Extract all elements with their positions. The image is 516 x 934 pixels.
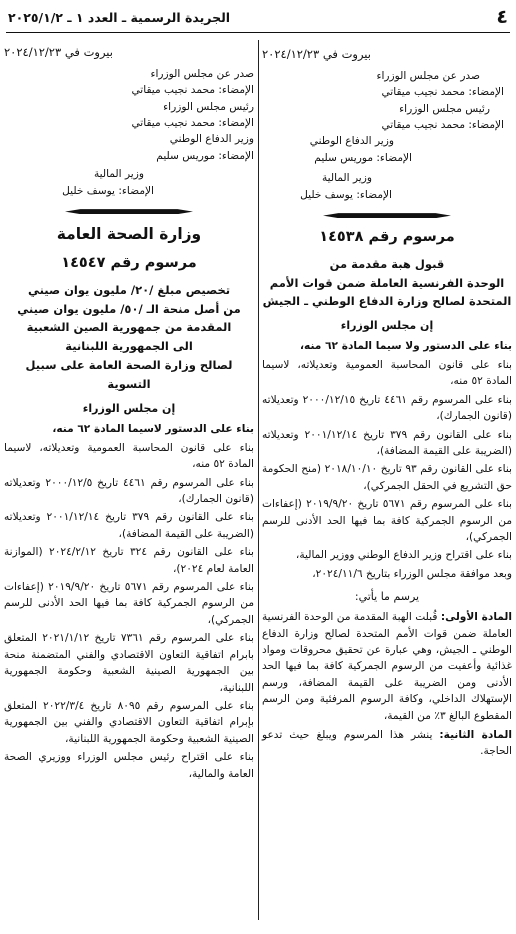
section-separator: [323, 213, 451, 218]
decree-number: مرسوم رقم ١٤٥٣٨: [319, 229, 455, 246]
preamble-paragraph: بناء على قانون المحاسبة العمومية وتعديلاته، لاسيما المادة ٥٢ منه،: [262, 358, 512, 388]
decree-number: مرسوم رقم ١٤٥٤٧: [61, 255, 197, 272]
column-divider: [258, 40, 259, 920]
sig-line: صدر عن مجلس الوزراء: [150, 67, 254, 80]
page-header: [6, 6, 510, 33]
page-number: ٤: [496, 6, 508, 28]
preamble-paragraph: بناء على الدستور ولا سيما المادة ٦٢ منه،: [300, 340, 512, 353]
preamble-paragraph: بناء على المرسوم رقم ٥٦٧١ تاريخ ٢٠١٩/٩/٢٠ (إعفاءات من الرسوم الجمركية كافة بما فيها الحد الأدنى للرسم الجمركي)،: [4, 581, 254, 626]
sig-line: وزير المالية: [93, 168, 144, 181]
preamble-paragraph: بناء على اقتراح وزير الدفاع الوطني ووزير المالية،: [295, 549, 512, 562]
preamble-paragraph: بناء على القانون رقم ٩٣ تاريخ ٢٠١٨/١٠/١٠ (منح الحكومة حق التشريع في الحقل الجمركي)،: [262, 463, 512, 492]
sig-line: وزير الدفاع الوطني: [309, 135, 394, 148]
preamble-paragraph: بناء على المرسوم رقم ٨٠٩٥ تاريخ ٢٠٢٢/٣/٤ المتعلق بإبرام اتفاقية التعاون الاقتصادي والفني بين الجمهورية الصينية الشعبية وحكومة الجمهورية اللبنانية،: [4, 699, 254, 745]
sig-line: الإمضاء: يوسف خليل: [300, 188, 392, 201]
preamble-paragraph: بناء على المرسوم رقم ٤٤٦١ تاريخ ٢٠٠٠/١٢/١٥ وتعديلاته (قانون الجمارك)،: [262, 393, 512, 423]
sig-line: رئيس مجلس الوزراء: [399, 102, 490, 115]
preamble-paragraph: بناء على الدستور لاسيما المادة ٦٢ منه،: [52, 423, 254, 436]
sig-line: الإمضاء: يوسف خليل: [62, 184, 154, 197]
article-2-text: ينشر هذا المرسوم ويبلغ حيث تدعو الحاجة.: [262, 729, 512, 758]
signing-date: بيروت في ٢٠٢٤/١٢/٢٣: [4, 45, 113, 59]
running-title: الجريدة الرسمية ـ العدد ١ ـ ٢٠٢٥/١/٢: [8, 10, 231, 25]
decree-title-line: المقدمة من جمهورية الصين الشعبية: [26, 320, 232, 335]
sig-line: الإمضاء: محمد نجيب ميقاتي: [131, 117, 254, 130]
section-separator: [65, 209, 193, 214]
sig-line: وزير المالية: [321, 172, 372, 185]
sig-line: الإمضاء: محمد نجيب ميقاتي: [381, 119, 504, 132]
decree-title-line: المتحدة لصالح وزارة الدفاع الوطني ـ الجيش: [262, 294, 512, 309]
preamble-paragraph: بناء على اقتراح رئيس مجلس الوزراء ووزيري الصحة العامة والمالية،: [4, 751, 254, 780]
preamble-paragraph: بناء على المرسوم رقم ٥٦٧١ تاريخ ٢٠١٩/٩/٢٠ (إعفاءات من الرسوم الجمركية كافة بما فيها الحد الأدنى للرسم الجمركي)،: [262, 498, 512, 543]
sig-line: الإمضاء: موريس سليم: [156, 149, 254, 162]
council-heading: إن مجلس الوزراء: [82, 402, 176, 416]
right-column: [262, 40, 512, 762]
preamble-paragraph: بناء على المرسوم رقم ٧٣٦١ تاريخ ٢٠٢١/١/١٢ المتعلق بابرام اتفاقية التعاون الاقتصادي والفني المتضمنة منحة بين الجمهورية الصينية الشعبية وحكومة الجمهورية اللبنانية،: [4, 632, 254, 694]
decree-title-line: لصالح وزارة الصحة العامة على سبيل التسوية: [25, 358, 233, 392]
article-1-label: المادة الأولى:: [440, 611, 513, 624]
decrees-heading: يرسم ما يأتي:: [354, 590, 420, 604]
ministry-heading: وزارة الصحة العامة: [56, 225, 202, 244]
decree-title-line: الى الجمهورية اللبنانية: [65, 339, 193, 354]
council-heading: إن مجلس الوزراء: [340, 319, 434, 333]
article-1: [262, 609, 512, 724]
decree-title-line: قبول هبة مقدمة من: [329, 256, 445, 271]
decree-title-line: من أصل منحة الـ /٥٠/ مليون يوان صيني: [17, 301, 241, 316]
preamble-paragraph: وبعد موافقة مجلس الوزراء بتاريخ ٢٠٢٤/١١/٦،: [312, 567, 512, 580]
sig-line: رئيس مجلس الوزراء: [163, 100, 254, 113]
preamble-paragraph: بناء على القانون رقم ٣٧٩ تاريخ ٢٠٠١/١٢/١٤ وتعديلاته (الضريبة على القيمة المضافة)،: [4, 511, 254, 540]
sig-line: الإمضاء: موريس سليم: [314, 151, 412, 164]
article-2: [262, 727, 512, 760]
left-column: [4, 40, 254, 784]
preamble-paragraph: بناء على قانون المحاسبة العمومية وتعديلاته، لاسيما المادة ٥٢ منه،: [4, 441, 254, 471]
signing-date: بيروت في ٢٠٢٤/١٢/٢٣: [262, 47, 371, 61]
article-1-text: قُبلت الهبة المقدمة من الوحدة الفرنسية العاملة ضمن قوات الأمم المتحدة لصالح وزارة الدفاع الوطني ـ الجيش، وهي عبارة عن تحقيق محروقات ومواد غذائية وأعفيت من الرسوم الجمركية كافة بما فيها الحد الأدنى ومن الضريبة على القيمة المضافة، ورسم الإستهلاك الداخلي، وكافة الرسوم المرفئية ومن الرسم المقطوع البالغ ٣٪ من القيمة،: [262, 611, 512, 722]
preamble-paragraph: بناء على القانون رقم ٣٢٤ تاريخ ٢٠٢٤/٢/١٢ (الموازنة العامة لعام ٢٠٢٤)،: [4, 546, 254, 575]
decree-title-line: تخصيص مبلغ /٢٠/ مليون يوان صيني: [27, 282, 231, 297]
sig-line: الإمضاء: محمد نجيب ميقاتي: [131, 84, 254, 97]
article-2-label: المادة الثانية:: [439, 729, 512, 742]
preamble-paragraph: بناء على القانون رقم ٣٧٩ تاريخ ٢٠٠١/١٢/١٤ وتعديلاته (الضريبة على القيمة المضافة)،: [262, 428, 512, 457]
sig-line: صدر عن مجلس الوزراء: [376, 69, 480, 82]
decree-title-line: الوحدة الفرنسية العاملة ضمن قوات الأمم: [269, 275, 505, 290]
sig-line: الإمضاء: محمد نجيب ميقاتي: [381, 86, 504, 99]
sig-line: وزير الدفاع الوطني: [169, 133, 254, 146]
preamble-paragraph: بناء على المرسوم رقم ٤٤٦١ تاريخ ٢٠٠٠/١٢/٥ وتعديلاته (قانون الجمارك)،: [4, 476, 254, 506]
